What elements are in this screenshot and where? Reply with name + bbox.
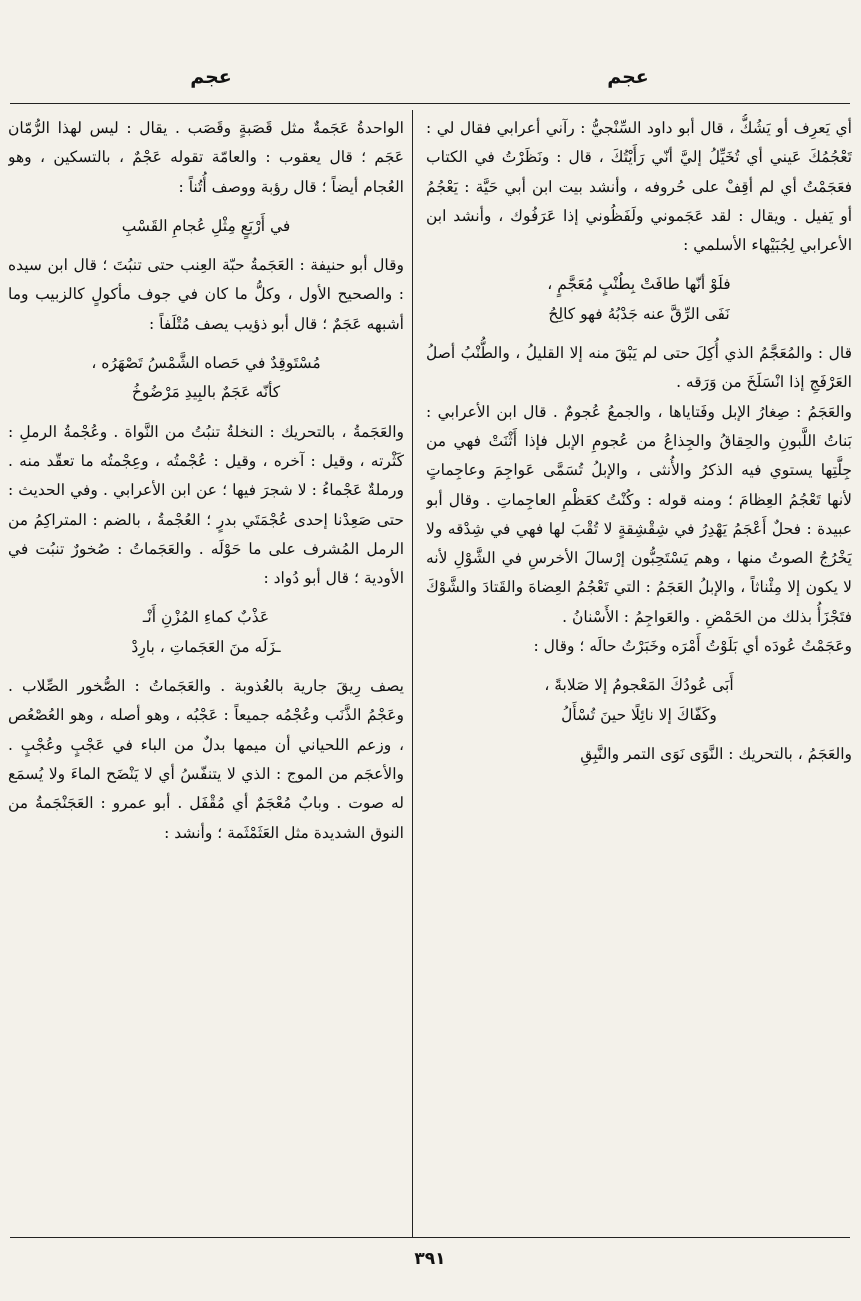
paragraph: الواحدةُ عَجَمةٌ مثل قَصَبةٍ وقَصَب . يقال : ليس لهذا الرُّمّان عَجَم ؛ قال يعقوب : والعامّة تقوله عَجْمٌ ، بالتسكين ، وهو العُجام أيضاً ؛ قال رؤبة ووصف أُتُناً : (8, 119, 404, 196)
verse-line: مُسْتَوقِدٌ في حَصاه الشَّمْسُ تَصْهَرُه ، (91, 354, 321, 373)
paragraph: وعَجَمْتُ عُودَه أي بَلَوْتُ أَمْرَه وخَبَرْتُ حالَه ؛ وقال : (533, 637, 852, 656)
bottom-rule (10, 1237, 850, 1238)
paragraph: وقال أبو حنيفة : العَجَمةُ حبّة العِنب حتى تنبُتَ ؛ قال ابن سيده : والصحيح الأول ، وكلُّ ما كان في جوف مأكولٍ كالزبيب وما أشبهه عَجَمٌ ؛ قال أبو ذؤيب يصف مُتْلَفاً : (8, 256, 404, 333)
header-word-left: عجم (190, 66, 232, 88)
verse-line: أَبَى عُودُكَ المَعْجومُ إلا صَلابةً ، (544, 676, 734, 695)
right-column (426, 114, 852, 1232)
left-column (8, 114, 404, 1232)
column-divider (412, 110, 413, 1237)
header-word-right: عجم (607, 66, 649, 88)
verse (8, 349, 404, 408)
paragraph: والعَجَمةُ ، بالتحريك : النخلةُ تنبُتُ من النَّواة . وعُجْمةُ الرملِ : كَثْرته ، وقيل : آخره ، وقيل : عُجْمتُه ، وعِجْمتُه ما تعقّد منه . ورملةٌ عَجْماءُ : لا شجرَ فيها ؛ عن ابن الأعرابي . وفي الحديث : حتى صَعِدْنا إحدى عُجْمَتَي بدرٍ ؛ العُجْمةُ ، بالضم : المتراكِمُ من الرمل المُشرف على ما حَوْلَه . والعَجَماتُ : صُخورٌ تنبُت في الأودية ؛ قال أبو دُواد : (8, 422, 404, 588)
paragraph: يصف رِيقَ جارية بالعُذوبة . والعَجَماتُ : الصُّخور الصِّلاب . وعَجْمُ الذَّنَب وعُجْمُه جميعاً : عَجْبُه ، وهو أصله ، وهو العُصْعُص ، وزعم اللحياني أن ميمها بدلٌ من الباء في عَجْبٍ وعُجْبٍ . والأعجَم من الموج : الذي لا يتنفّسُ أي لا يَنْضَح الماءَ ولا يُسمَع له صوت . وبابٌ مُعْجَمٌ أي مُقْفَل . أبو عمرو : العَجَنْجَمةُ من النوق الشديدة مثل العَثَمْثَمة ؛ وأنشد : (8, 677, 404, 842)
verse-line: نَفَى الرِّقَّ عنه جَدْبُهُ فهو كالِحُ (548, 304, 730, 323)
verse-line: في أَرْبَعٍ مِثْلِ عُجامِ القَسْبِ (121, 216, 291, 235)
verse-line: فلَوْ أنّها طافَتْ بِطُنْبٍ مُعَجَّمٍ ، (547, 275, 731, 294)
verse (426, 270, 852, 329)
verse (8, 212, 404, 241)
verse-line: وكَفّاكَ إلا نائِلًا حينَ تُسْأَلُ (561, 705, 717, 724)
verse-line: عَذْبٌ كماءِ المُزْنِ أَنْـ (142, 608, 270, 627)
verse-line: كأنّه عَجَمٌ بالبِيدِ مَرْضُوخُ (131, 383, 281, 402)
verse (8, 603, 404, 662)
paragraph: قال : والمُعَجَّمُ الذي أُكِلَ حتى لم يَبْقَ منه إلا القليلُ ، والطُّنْبُ أصلُ العَرْفَجِ إذا انْسَلَخَ من وَرَقه . (426, 344, 852, 392)
top-rule (10, 103, 850, 104)
page-number: ٣٩١ (414, 1249, 446, 1269)
verse (426, 671, 852, 730)
paragraph: والعَجَمُ ، بالتحريك : النَّوَى نَوَى التمر والنَّبِقِ (580, 744, 852, 763)
verse-line: ـزَلَه منَ العَجَماتِ ، بارِدْ (131, 637, 281, 656)
paragraph: والعَجَمُ : صِغارُ الإبل وفَتاياها ، والجمعُ عُجومٌ . قال ابن الأعرابي : بَناتُ اللَّبونِ والحِقاقُ والجِذاعُ من عُجومِ الإبل فإذا أَثْنَتْ فهي من جِلَّتِها يستوي فيه الذكرُ والأُنثى ، والإبلُ تُسَمَّى عَواجِمَ وعاجِماتٍ لأنها تَعْجُمُ العِظامَ ؛ ومنه قوله : وكُنْتُ كعَظْمِ العاجِماتِ . وقال أبو عبيدة : فحلٌ أَعْجَمُ يَهْدِرُ في شِقْشِقةٍ لا تُقْبَ لها فهي في شِدْقه ولا يَخْرُجُ الصوتُ منها ، وهم يَسْتَحِبُّون إرْسالَ الأخرسِ في الشَّوْلِ لأنه لا يكون إلا مِئْناثاً ، والإبلُ العَجَمُ : التي تَعْجُمُ العِضاهَ والقَتادَ والشَّوْكَ فتَجْزَأُ بذلك من الحَمْضِ . والعَواجِمُ : الأَسْنانُ . (426, 402, 852, 626)
paragraph: أي يَعرِف أو يَشُكُّ ، قال أبو داود السِّنْجيُّ : رآني أعرابي فقال لي : تَعْجُمُكَ عَيني أي تُخَيِّلُ إليَّ أنّي رَأَيْتُكَ ، قال : ونَظَرْتُ في الكتاب فعَجَمْتُ أي لم أقِفْ على حُروفه ، وأنشد بيت ابن أبي حَيَّة : يَعْجُمُ أو يَفيل . ويقال : لقد عَجَموني ولَفَظُوني إذا عَرَفُوك ، وأنشد ابن الأعرابي لِجُبَيْهاء الأسلمي : (426, 119, 852, 255)
